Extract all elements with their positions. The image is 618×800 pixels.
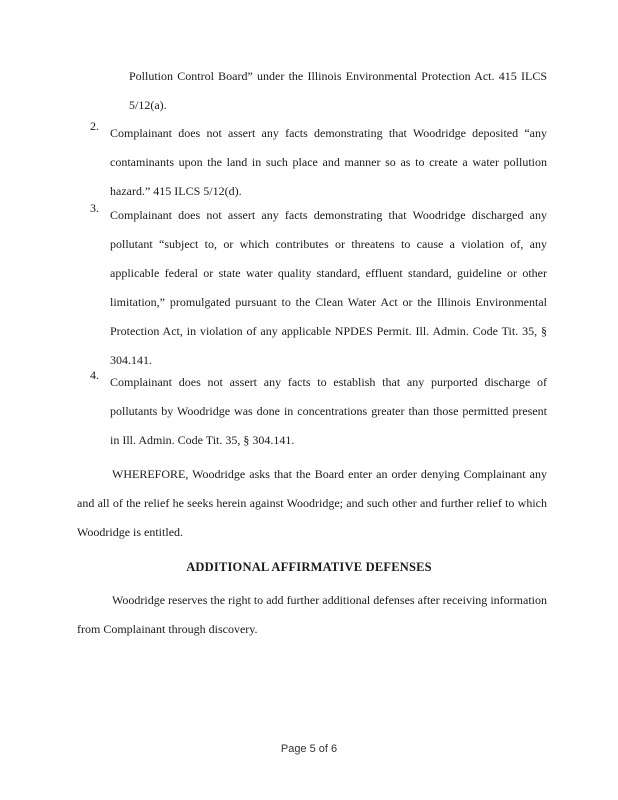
reserve-paragraph: Woodridge reserves the right to add further additional defenses after receiving information from Complainant through discovery.: [77, 593, 547, 636]
continuation-paragraph: Pollution Control Board” under the Illinois Environmental Protection Act. 415 ILCS 5/12(a).: [129, 69, 547, 112]
list-number: 3.: [90, 201, 99, 215]
list-number: 2.: [90, 119, 99, 133]
list-item: [90, 201, 547, 375]
section-heading: ADDITIONAL AFFIRMATIVE DEFENSES: [186, 560, 432, 574]
list-text: Complainant does not assert any facts demonstrating that Woodridge discharged any pollutant “subject to, or which contributes or threatens to cause a violation of, any applicable federal or state water quality standard, effluent standard, guideline or other limitation,” promulgated pursuant to the Clean Water Act or the Illinois Environmental Protection Act, in violation of any applicable NPDES Permit. Ill. Admin. Code Tit. 35, § 304.141.: [110, 208, 547, 367]
list-item: [90, 119, 547, 206]
page-footer: Page 5 of 6: [280, 743, 338, 755]
wherefore-paragraph: WHEREFORE, Woodridge asks that the Board enter an order denying Complainant any and all of the relief he seeks herein against Woodridge; and such other and further relief to which Woodridge is entitled.: [77, 467, 547, 539]
list-number: 4.: [90, 368, 99, 382]
list-item: [90, 368, 547, 455]
list-text: Complainant does not assert any facts demonstrating that Woodridge deposited “any contaminants upon the land in such place and manner so as to create a water pollution hazard.” 415 ILCS 5/12(d).: [110, 126, 547, 198]
list-text: Complainant does not assert any facts to establish that any purported discharge of pollutants by Woodridge was done in concentrations greater than those permitted present in Ill. Admin. Code Tit. 35, § 304.141.: [110, 375, 547, 447]
